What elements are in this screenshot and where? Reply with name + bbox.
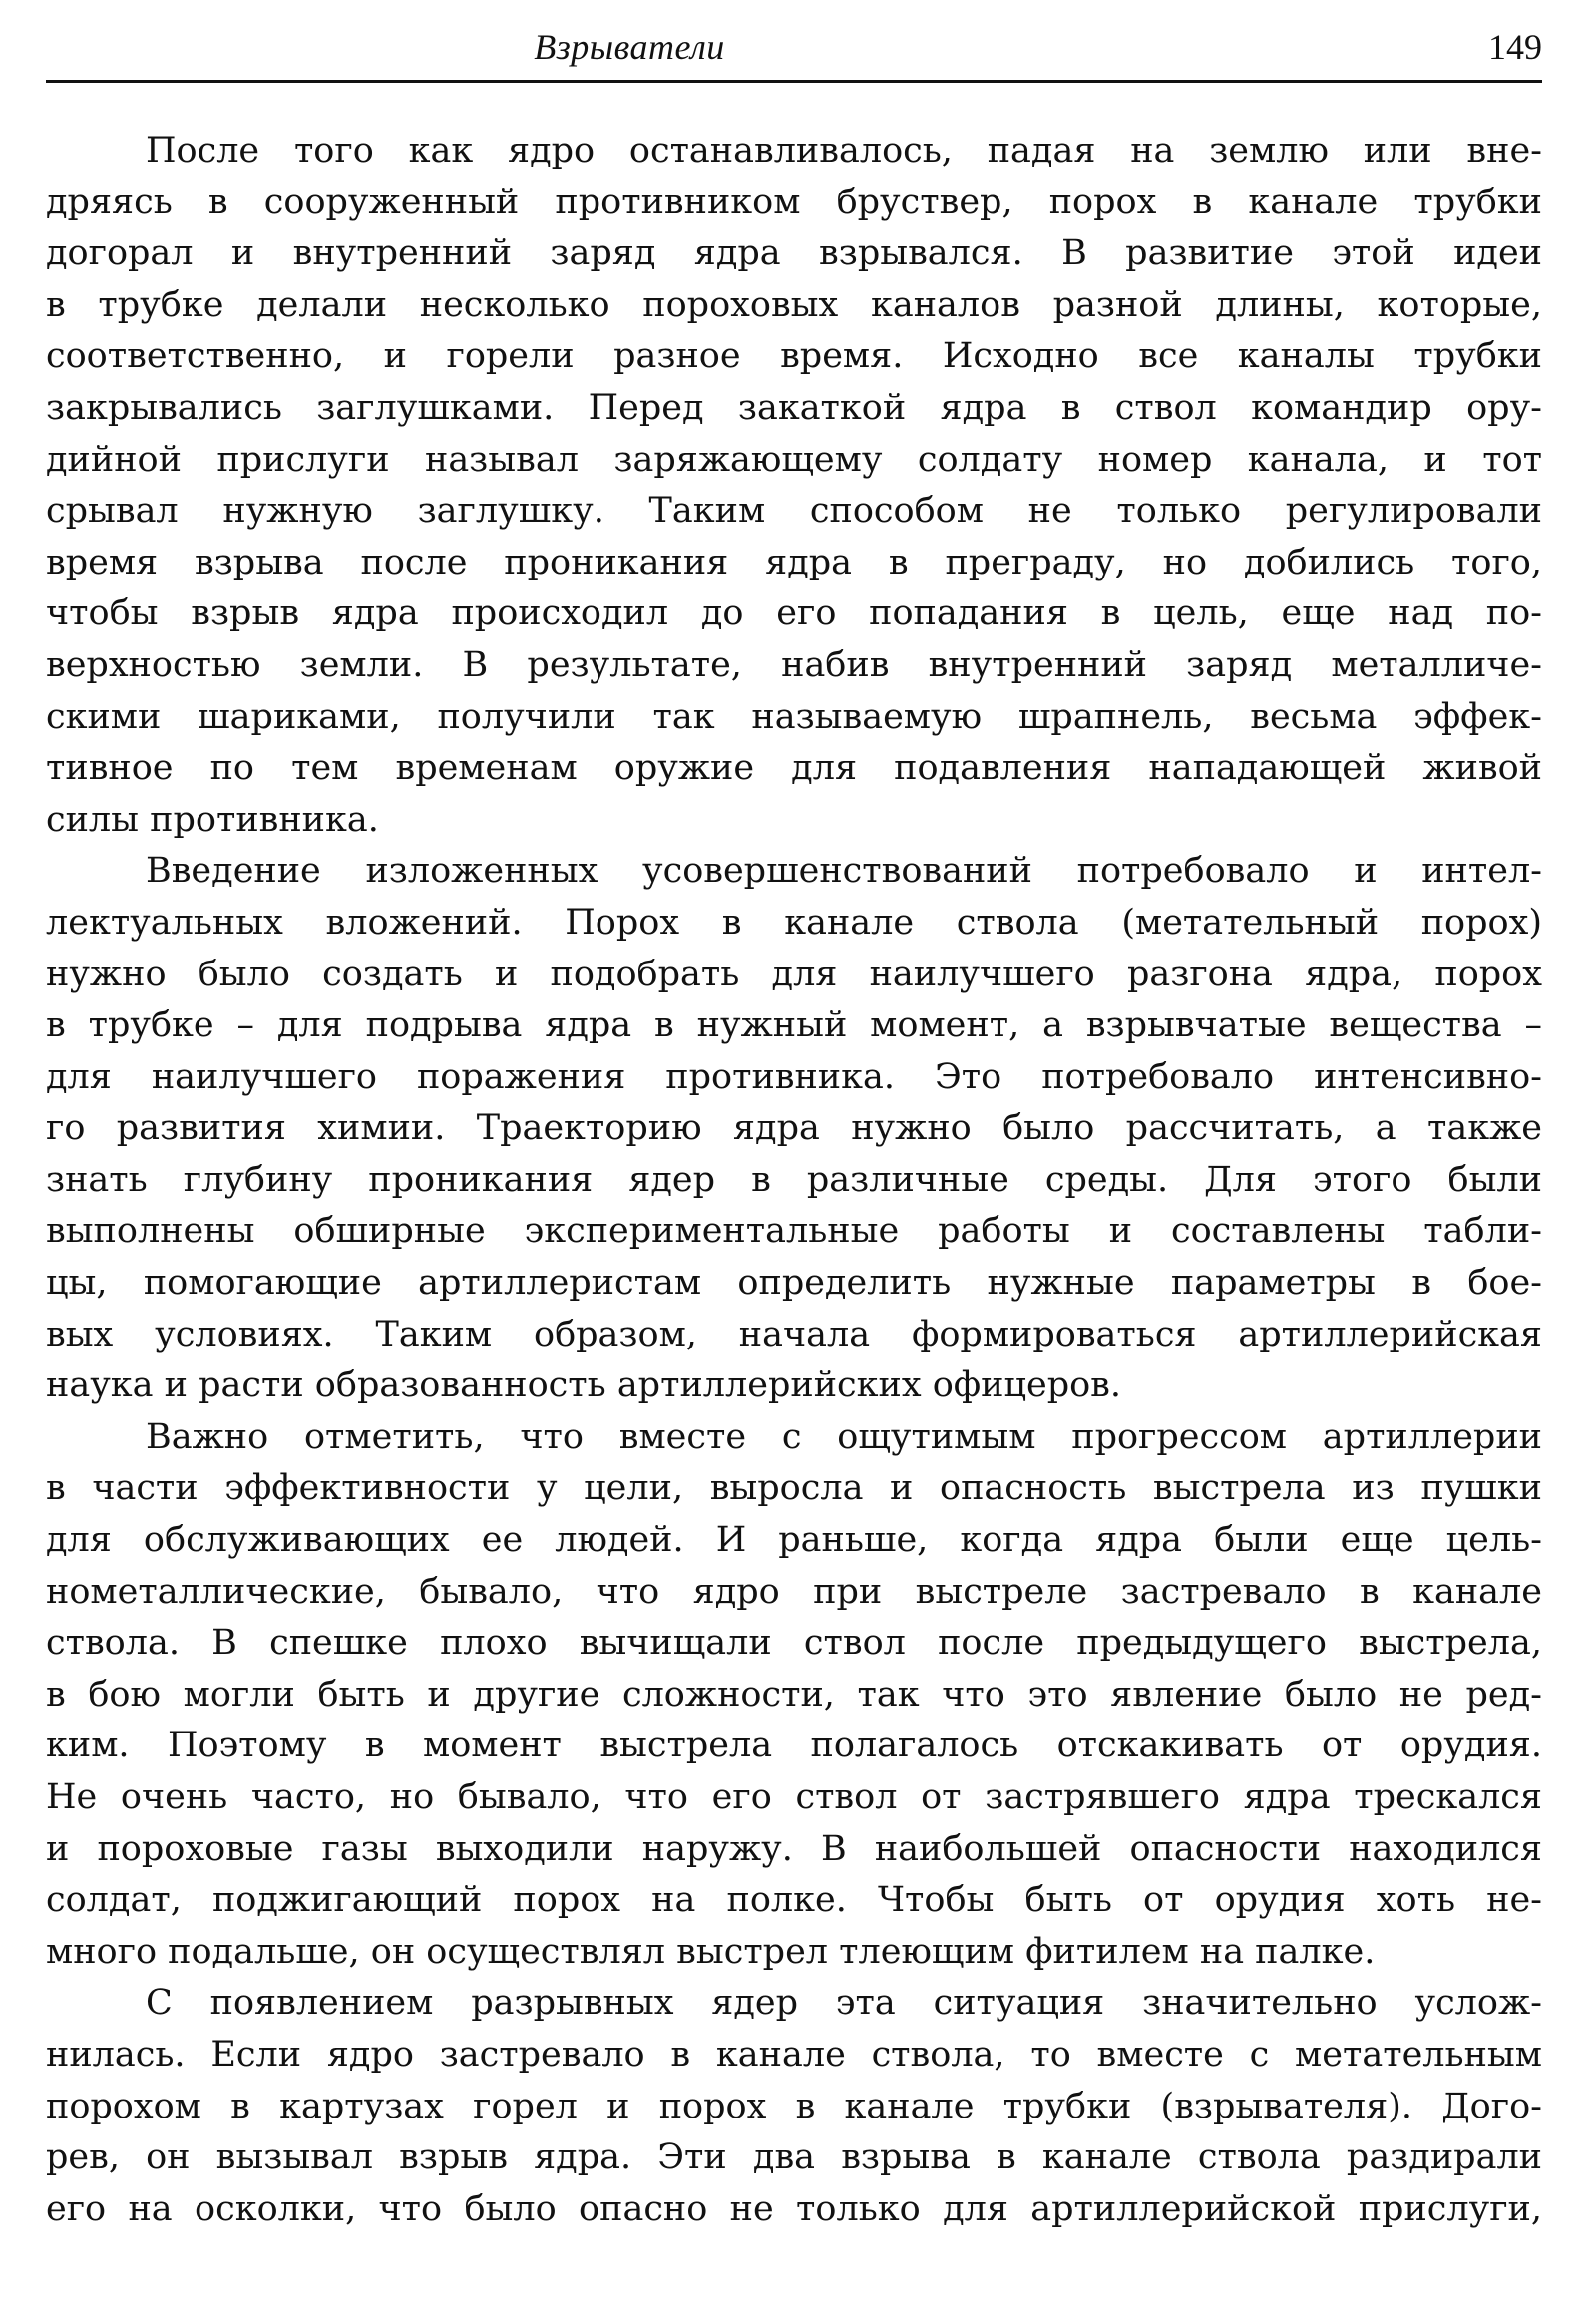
text-line: выполнены обширные экспериментальные работы и составлены табли- xyxy=(46,1211,1542,1252)
running-title: Взрыватели xyxy=(534,27,725,67)
page-number: 149 xyxy=(1488,27,1542,67)
text-line: закрывались заглушками. Перед закаткой ядра в ствол командир ору- xyxy=(46,387,1542,428)
text-line: в трубке – для подрыва ядра в нужный момент, а взрывчатые вещества – xyxy=(46,1005,1542,1046)
text-line: в бою могли быть и другие сложности, так что это явление было не ред- xyxy=(46,1674,1542,1715)
text-line: в трубке делали несколько пороховых каналов разной длины, которые, xyxy=(46,284,1542,325)
text-line: силы противника. xyxy=(46,799,379,840)
page-header xyxy=(46,18,1542,83)
text-line: для обслуживающих ее людей. И раньше, когда ядра были еще цель- xyxy=(46,1520,1542,1561)
text-line: цы, помогающие артиллеристам определить нужные параметры в бое- xyxy=(46,1263,1542,1304)
text-line: дийной прислуги называл заряжающему солдату номер канала, и тот xyxy=(46,439,1542,480)
body-text xyxy=(46,126,1542,2235)
text-line: С появлением разрывных ядер эта ситуация значительно услож- xyxy=(146,1983,1542,2024)
text-line: для наилучшего поражения противника. Это потребовало интенсивно- xyxy=(46,1056,1542,1097)
text-line: нилась. Если ядро застревало в канале ствола, то вместе с метательным xyxy=(46,2034,1542,2075)
text-line: нужно было создать и подобрать для наилучшего разгона ядра, порох xyxy=(46,954,1542,994)
text-line: Не очень часто, но бывало, что его ствол от застрявшего ядра трескался xyxy=(46,1777,1542,1817)
text-line: солдат, поджигающий порох на полке. Чтобы быть от орудия хоть не- xyxy=(46,1880,1542,1921)
text-line: Введение изложенных усовершенствований потребовало и интел- xyxy=(146,851,1542,892)
text-line: нометаллические, бывало, что ядро при выстреле застревало в канале xyxy=(46,1571,1542,1612)
text-line: много подальше, он осуществлял выстрел тлеющим фитилем на палке. xyxy=(46,1931,1376,1972)
text-line: ким. Поэтому в момент выстрела полагалось отскакивать от орудия. xyxy=(46,1726,1542,1766)
text-line: вых условиях. Таким образом, начала формироваться артиллерийская xyxy=(46,1314,1542,1354)
text-line: и пороховые газы выходили наружу. В наибольшей опасности находился xyxy=(46,1828,1542,1869)
text-line: наука и расти образованность артиллерийских офицеров. xyxy=(46,1365,1122,1406)
text-line: После того как ядро останавливалось, падая на землю или вне- xyxy=(146,131,1542,171)
text-line: порохом в картузах горел и порох в канале трубки (взрывателя). Дого- xyxy=(46,2086,1542,2126)
text-line: верхностью земли. В результате, набив внутренний заряд металличе- xyxy=(46,644,1542,685)
text-line: срывал нужную заглушку. Таким способом не только регулировали xyxy=(46,491,1542,532)
text-line: время взрыва после проникания ядра в преграду, но добились того, xyxy=(46,542,1542,582)
text-line: лектуальных вложений. Порох в канале ствола (метательный порох) xyxy=(46,902,1542,943)
text-line: догорал и внутренний заряд ядра взрывался. В развитие этой идеи xyxy=(46,233,1542,274)
text-line: тивное по тем временам оружие для подавления нападающей живой xyxy=(46,748,1542,789)
text-line: знать глубину проникания ядер в различные среды. Для этого были xyxy=(46,1159,1542,1200)
text-line: рев, он вызывал взрыв ядра. Эти два взрыва в канале ствола раздирали xyxy=(46,2137,1542,2178)
text-line: в части эффективности у цели, выросла и опасность выстрела из пушки xyxy=(46,1468,1542,1509)
text-line: дряясь в сооруженный противником бруствер, порох в канале трубки xyxy=(46,182,1542,222)
text-line: скими шариками, получили так называемую шрапнель, весьма эффек- xyxy=(46,696,1542,737)
text-line: соответственно, и горели разное время. Исходно все каналы трубки xyxy=(46,336,1542,377)
text-line: его на осколки, что было опасно не только для артиллерийской прислуги, xyxy=(46,2188,1542,2229)
text-line: го развития химии. Траекторию ядра нужно было рассчитать, а также xyxy=(46,1108,1542,1149)
text-line: чтобы взрыв ядра происходил до его попадания в цель, еще над по- xyxy=(46,593,1542,634)
text-line: ствола. В спешке плохо вычищали ствол после предыдущего выстрела, xyxy=(46,1623,1542,1664)
text-line: Важно отметить, что вместе с ощутимым прогрессом артиллерии xyxy=(146,1416,1542,1457)
